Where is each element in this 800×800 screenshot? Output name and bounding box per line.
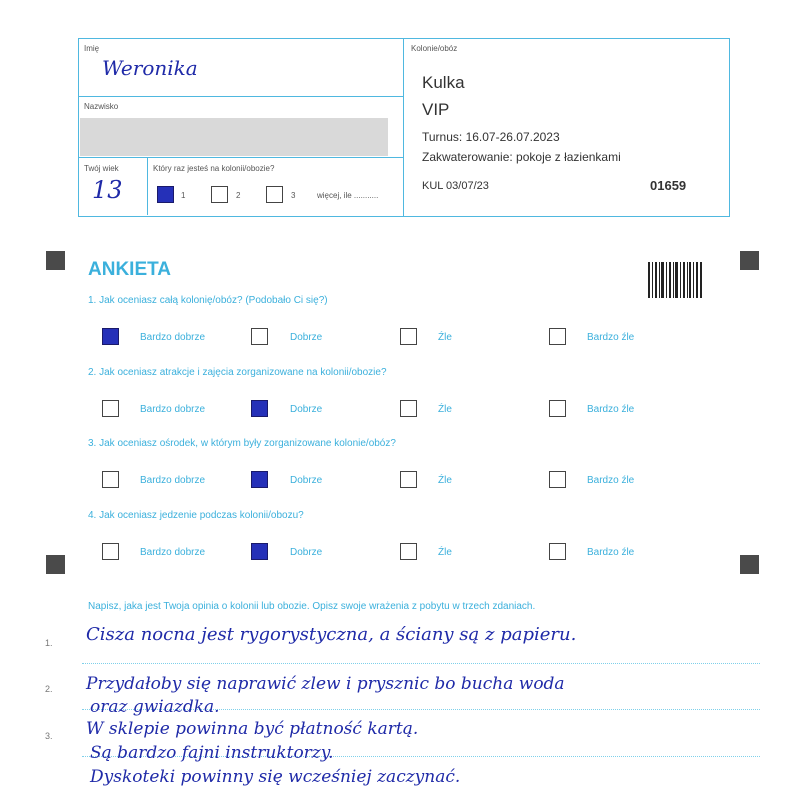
times-option-2: 2 — [236, 191, 241, 200]
registration-mark-top-right — [740, 251, 759, 270]
handwriting-line-6[interactable]: Dyskoteki powinny się wcześniej zaczynać. — [90, 767, 461, 787]
registration-mark-top-left — [46, 251, 65, 270]
q3-option-very-bad-checkbox[interactable] — [549, 471, 566, 488]
surname-redaction — [80, 118, 388, 156]
q4-option-bad: Źle — [438, 547, 452, 558]
header-divider-age-vertical — [147, 157, 148, 215]
camp-name: Kulka — [422, 73, 465, 92]
registration-mark-bottom-right — [740, 555, 759, 574]
q1-option-bad: Źle — [438, 332, 452, 343]
times-option-1: 1 — [181, 191, 186, 200]
writing-line-1 — [82, 663, 760, 664]
handwriting-line-1[interactable]: Cisza nocna jest rygorystyczna, a ściany są z papieru. — [86, 624, 577, 645]
q3-option-very-good: Bardzo dobrze — [140, 475, 206, 486]
q3-option-very-bad: Bardzo źle — [587, 475, 635, 486]
q1-option-very-good-checkbox[interactable] — [102, 328, 119, 345]
handwriting-line-3[interactable]: oraz gwiazdka. — [90, 697, 220, 717]
q2-option-very-bad: Bardzo źle — [587, 404, 635, 415]
q1-option-good-checkbox[interactable] — [251, 328, 268, 345]
q4-option-bad-checkbox[interactable] — [400, 543, 417, 560]
q4-option-very-bad-checkbox[interactable] — [549, 543, 566, 560]
opinion-prompt: Napisz, jaka jest Twoja opinia o kolonii lub obozie. Opisz swoje wrażenia z pobytu w trzech zdaniach. — [88, 601, 536, 612]
registration-mark-bottom-left — [46, 555, 65, 574]
handwriting-line-2[interactable]: Przydałoby się naprawić zlew i prysznic bo bucha woda — [86, 674, 565, 694]
q3-option-bad-checkbox[interactable] — [400, 471, 417, 488]
camp-label: Kolonie/obóz — [411, 44, 458, 53]
age-label: Twój wiek — [84, 164, 119, 173]
times-option-more: więcej, ile ........... — [317, 191, 379, 200]
q2-option-bad-checkbox[interactable] — [400, 400, 417, 417]
age-value[interactable]: 13 — [92, 176, 123, 204]
first-name-value[interactable]: Weronika — [102, 56, 198, 80]
times-checkbox-1[interactable] — [157, 186, 174, 203]
q2-option-good-checkbox[interactable] — [251, 400, 268, 417]
camp-accommodation: Zakwaterowanie: pokoje z łazienkami — [422, 150, 621, 164]
q4-option-very-good-checkbox[interactable] — [102, 543, 119, 560]
times-checkbox-2[interactable] — [211, 186, 228, 203]
times-checkbox-3[interactable] — [266, 186, 283, 203]
q3-option-bad: Źle — [438, 475, 452, 486]
question-2: 2. Jak oceniasz atrakcje i zajęcia zorganizowane na kolonii/obozie? — [88, 367, 387, 378]
line-number-1: 1. — [45, 638, 53, 648]
first-name-label: Imię — [84, 44, 100, 53]
header-divider-vertical — [403, 38, 404, 216]
q3-option-good-checkbox[interactable] — [251, 471, 268, 488]
q3-option-very-good-checkbox[interactable] — [102, 471, 119, 488]
question-3: 3. Jak oceniasz ośrodek, w którym były zorganizowane kolonie/obóz? — [88, 438, 396, 449]
camp-number: 01659 — [650, 178, 687, 193]
camp-type: VIP — [422, 100, 450, 119]
q4-option-good: Dobrze — [290, 547, 323, 558]
q2-option-very-bad-checkbox[interactable] — [549, 400, 566, 417]
q1-option-very-good: Bardzo dobrze — [140, 332, 206, 343]
handwriting-line-4[interactable]: W sklepie powinna być płatność kartą. — [86, 719, 419, 739]
surname-label: Nazwisko — [84, 102, 119, 111]
line-number-2: 2. — [45, 684, 53, 694]
barcode-icon — [648, 262, 702, 298]
q2-option-very-good-checkbox[interactable] — [102, 400, 119, 417]
line-number-3: 3. — [45, 731, 53, 741]
survey-title: ANKIETA — [88, 259, 172, 280]
camp-code: KUL 03/07/23 — [422, 180, 489, 192]
q1-option-very-bad: Bardzo źle — [587, 332, 635, 343]
question-1: 1. Jak oceniasz całą kolonię/obóz? (Podobało Ci się?) — [88, 295, 328, 306]
question-4: 4. Jak oceniasz jedzenie podczas kolonii/obozu? — [88, 510, 304, 521]
q4-option-good-checkbox[interactable] — [251, 543, 268, 560]
q4-option-very-good: Bardzo dobrze — [140, 547, 206, 558]
q1-option-very-bad-checkbox[interactable] — [549, 328, 566, 345]
q4-option-very-bad: Bardzo źle — [587, 547, 635, 558]
camp-turnus: Turnus: 16.07-26.07.2023 — [422, 130, 560, 144]
q2-option-very-good: Bardzo dobrze — [140, 404, 206, 415]
q2-option-good: Dobrze — [290, 404, 323, 415]
times-label: Który raz jesteś na kolonii/obozie? — [153, 164, 275, 173]
header-divider-name — [78, 96, 403, 97]
q1-option-bad-checkbox[interactable] — [400, 328, 417, 345]
q1-option-good: Dobrze — [290, 332, 323, 343]
times-option-3: 3 — [291, 191, 296, 200]
q3-option-good: Dobrze — [290, 475, 323, 486]
handwriting-line-5[interactable]: Są bardzo fajni instruktorzy. — [90, 743, 334, 763]
q2-option-bad: Źle — [438, 404, 452, 415]
header-divider-age — [78, 157, 403, 158]
